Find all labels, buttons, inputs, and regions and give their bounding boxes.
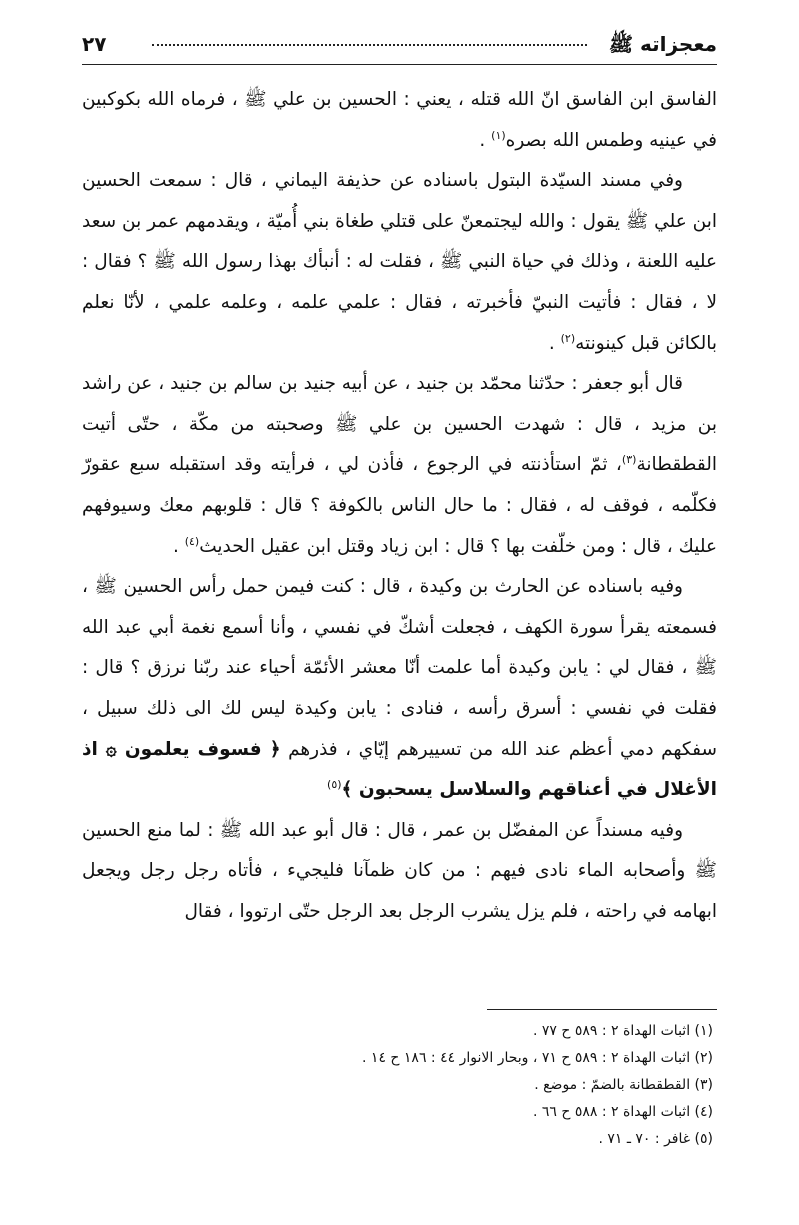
paragraph: وفيه مسنداً عن المفضّل بن عمر ، قال : قال أبو عبد الله ﷺ : لما منع الحسين ﷺ وأصحابه الماء نادى فيهم : من كان ظمآنا فليجيء ، فأتاه رجل رجل ويجعل ابهامه في راحته ، فلم يزل يشرب الرجل بعد الرجل حتّى ارتووا ، فقال [82, 819, 717, 922]
dot-leader [152, 44, 587, 46]
footnote-marker: (٢) [560, 331, 576, 345]
footnote: (٥) غافر : ٧٠ ـ ٧١ . [598, 1131, 713, 1147]
footnote: (٢) اثبات الهداة ٢ : ٥٨٩ ح ٧١ ، وبحار الانوار ٤٤ : ١٨٦ ح ١٤ . [362, 1050, 713, 1066]
footnote-marker: (٥) [327, 777, 342, 791]
quran-verse: ﴿ فسوف يعلمون ۞ اذ الأغلال في أعناقهم والسلاسل يسحبون ﴾ [82, 738, 717, 801]
paragraph: قال أبو جعفر : حدّثنا محمّد بن جنيد ، عن أبيه جنيد بن سالم بن جنيد ، عن راشد بن مزيد ، قال : شهدت الحسين بن علي ﷺ وصحبته من مكّة ، حتّى أتيت القطقطانة$^{(٣)}$، ثمّ استأذنته في الرجوع ، فأذن لي ، فرأيته وقد استقبله سبع عقورّ فكلّمه ، فوقف له ، فقال : ما حال الناس بالكوفة ؟ قال : قلوبهم معك وسيوفهم عليك ، قال : ومن خلّفت بها ؟ قال : ابن زياد وقتل ابن عقيل الحديث$^{(٤)}$ . [82, 373, 717, 557]
footnote-divider [487, 1009, 717, 1010]
footnote: (١) اثبات الهداة ٢ : ٥٨٩ ح ٧٧ . [532, 1023, 713, 1039]
paragraph: الفاسق ابن الفاسق انّ الله قتله ، يعني : الحسين بن علي ﷺ ، فرماه الله بكوكبين في عينيه وطمس الله بصره$^{(١)}$ . [82, 89, 717, 151]
footnote: (٤) اثبات الهداة ٢ : ٥٨٨ ح ٦٦ . [532, 1104, 713, 1120]
paragraph: وفيه باسناده عن الحارث بن وكيدة ، قال : كنت فيمن حمل رأس الحسين ﷺ ، فسمعته يقرأ سورة الكهف ، فجعلت أشكّ في نفسي ، وأنا أسمع نغمة أبي عبد الله ﷺ ، فقال لي : يابن وكيدة أما علمت أنّا معشر الأئمّة أحياء عند ربّنا نرزق ؟ قال : فقلت في نفسي : أسرق رأسه ، فنادى : يابن وكيدة ليس لك الى ذلك سبيل ، سفكهم دمي أعظم عند الله من تسييرهم إيّاي ، فذرهم ﴿ فسوف يعلمون ۞ اذ الأغلال في أعناقهم والسلاسل يسحبون ﴾$^{(٥)}$ [82, 576, 717, 801]
footnote-marker: (١) [491, 128, 506, 142]
footnotes [82, 1018, 713, 1153]
footnote-marker: (٤) [184, 534, 200, 548]
paragraph: وفي مسند السيّدة البتول باسناده عن حذيفة اليماني ، قال : سمعت الحسين ابن علي ﷺ يقول : والله ليجتمعنّ على قتلي طغاة بني أُميّة ، ويقدمهم عمر بن سعد عليه اللعنة ، وذلك في حياة النبي ﷺ ، فقلت له : أنبأك بهذا رسول الله ﷺ ؟ فقال : لا ، فقال : فأتيت النبيّ فأخبرته ، فقال : علمي علمه ، وعلمه علمي ، لأنّا نعلم بالكائن قبل كينونته$^{(٢)}$ . [82, 170, 717, 354]
page-body [82, 80, 717, 932]
page-header [82, 28, 717, 65]
footnote: (٣) القطقطانة بالضمّ : موضع . [534, 1077, 713, 1093]
running-title: معجزاته ﷺ [608, 32, 717, 56]
footnote-marker: (٣) [621, 453, 637, 467]
page-number: ٢٧ [82, 32, 107, 56]
